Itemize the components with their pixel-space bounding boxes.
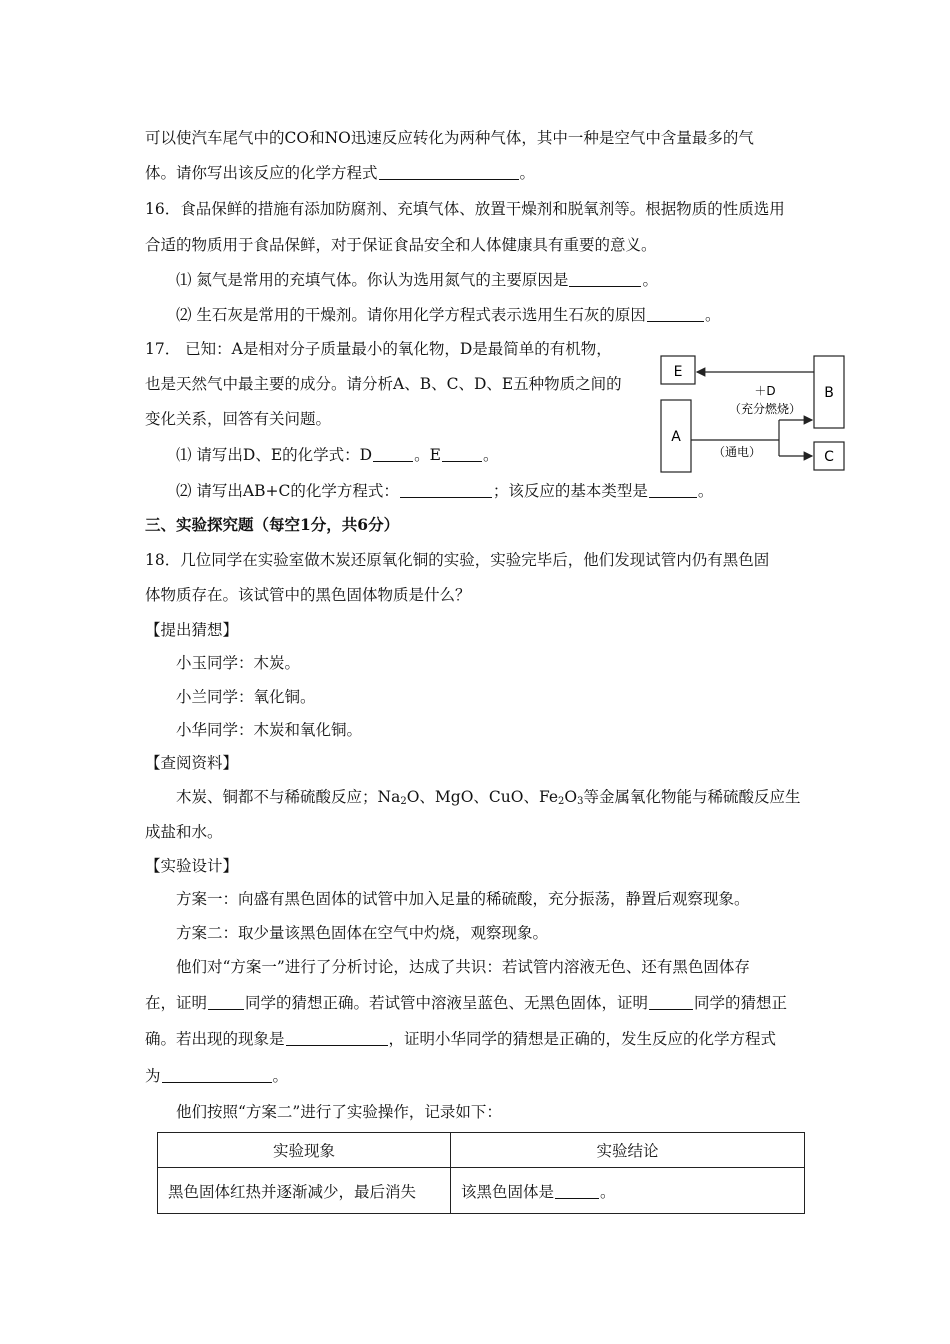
answer-blank[interactable] — [379, 164, 519, 180]
q15-line1: 可以使汽车尾气中的CO和NO迅速反应转化为两种气体，其中一种是空气中含量最多的气 — [145, 129, 754, 147]
guess-1: 小玉同学：木炭。 — [176, 654, 301, 672]
table-header-phenomenon: 实验现象 — [158, 1133, 451, 1168]
discussion-line1: 他们对“方案一”进行了分析讨论，达成了共识：若试管内溶液无色、还有黑色固体存 — [176, 958, 750, 976]
plan-2-record-intro: 他们按照“方案二”进行了实验操作，记录如下： — [176, 1103, 502, 1121]
table-header-conclusion: 实验结论 — [451, 1133, 805, 1168]
q15-line2: 体。请你写出该反应的化学方程式 。 — [145, 164, 536, 182]
answer-blank[interactable] — [208, 994, 244, 1010]
answer-blank[interactable] — [373, 446, 413, 462]
answer-blank[interactable] — [286, 1030, 388, 1046]
label-elec: （通电） — [712, 445, 762, 459]
label-b: B — [824, 385, 834, 401]
q16-part2: ⑵ 生石灰是常用的干燥剂。请你用化学方程式表示选用生石灰的原因 。 — [176, 306, 721, 324]
q17-line1: 17． 已知：A是相对分子质量最小的氧化物，D是最简单的有机物， — [145, 340, 612, 358]
plan-1: 方案一：向盛有黑色固体的试管中加入足量的稀硫酸，充分振荡，静置后观察现象。 — [176, 890, 750, 908]
q17-line3: 变化关系，回答有关问题。 — [145, 410, 332, 428]
q16-line2: 合适的物质用于食品保鲜，对于保证食品安全和人体健康具有重要的意义。 — [145, 236, 657, 254]
guess-2: 小兰同学：氧化铜。 — [176, 688, 316, 706]
guess-3: 小华同学：木炭和氧化铜。 — [176, 721, 363, 739]
guess-heading: 【提出猜想】 — [145, 621, 239, 639]
q18-line1: 18．几位同学在实验室做木炭还原氧化铜的实验，实验完毕后，他们发现试管内仍有黑色固 — [145, 551, 770, 569]
design-heading: 【实验设计】 — [145, 857, 239, 875]
q17-part2: ⑵ 请写出AB+C的化学方程式： ；该反应的基本类型是 。 — [176, 482, 714, 500]
table-cell-phenomenon: 黑色固体红热并逐渐减少，最后消失 — [158, 1168, 451, 1214]
q17-part1: ⑴ 请写出D、E的化学式：D 。E 。 — [176, 446, 499, 464]
result-table — [157, 1132, 805, 1214]
answer-blank[interactable] — [649, 482, 697, 498]
answer-blank[interactable] — [162, 1067, 272, 1083]
answer-blank[interactable] — [400, 482, 492, 498]
answer-blank[interactable] — [555, 1183, 599, 1199]
reaction-diagram — [657, 352, 847, 477]
discussion-line2: 在，证明 同学的猜想正确。若试管中溶液呈蓝色、无黑色固体，证明 同学的猜想正 — [145, 994, 788, 1012]
section-3-heading: 三、实验探究题（每空1分，共6分） — [145, 515, 400, 534]
q16-line1: 16．食品保鲜的措施有添加防腐剂、充填气体、放置干燥剂和脱氧剂等。根据物质的性质选用 — [145, 200, 785, 218]
reference-line2: 成盐和水。 — [145, 823, 223, 841]
q18-line2: 体物质存在。该试管中的黑色固体物质是什么？ — [145, 586, 471, 604]
discussion-line4: 为 。 — [145, 1067, 289, 1085]
label-a: A — [671, 429, 681, 445]
label-c: C — [824, 449, 834, 465]
plan-2: 方案二：取少量该黑色固体在空气中灼烧，观察现象。 — [176, 924, 549, 942]
q17-line2: 也是天然气中最主要的成分。请分析A、B、C、D、E五种物质之间的 — [145, 375, 622, 393]
table-cell-conclusion: 该黑色固体是 。 — [451, 1168, 805, 1214]
reference-line1: 木炭、铜都不与稀硫酸反应；$Na_2O$、MgO、CuO、$Fe_2O_3$等金属氧化物能与稀硫酸反应生 — [176, 788, 801, 807]
q16-part1: ⑴ 氮气是常用的充填气体。你认为选用氮气的主要原因是 。 — [176, 271, 658, 289]
answer-blank[interactable] — [647, 306, 704, 322]
answer-blank[interactable] — [569, 271, 641, 287]
label-e: E — [673, 364, 683, 380]
answer-blank[interactable] — [442, 446, 482, 462]
reference-heading: 【查阅资料】 — [145, 754, 239, 772]
label-plus-d: ＋D — [754, 384, 776, 398]
discussion-line3: 确。若出现的现象是 ，证明小华同学的猜想是正确的，发生反应的化学方程式 — [145, 1030, 777, 1048]
answer-blank[interactable] — [649, 994, 693, 1010]
label-burn: （充分燃烧） — [728, 402, 802, 416]
